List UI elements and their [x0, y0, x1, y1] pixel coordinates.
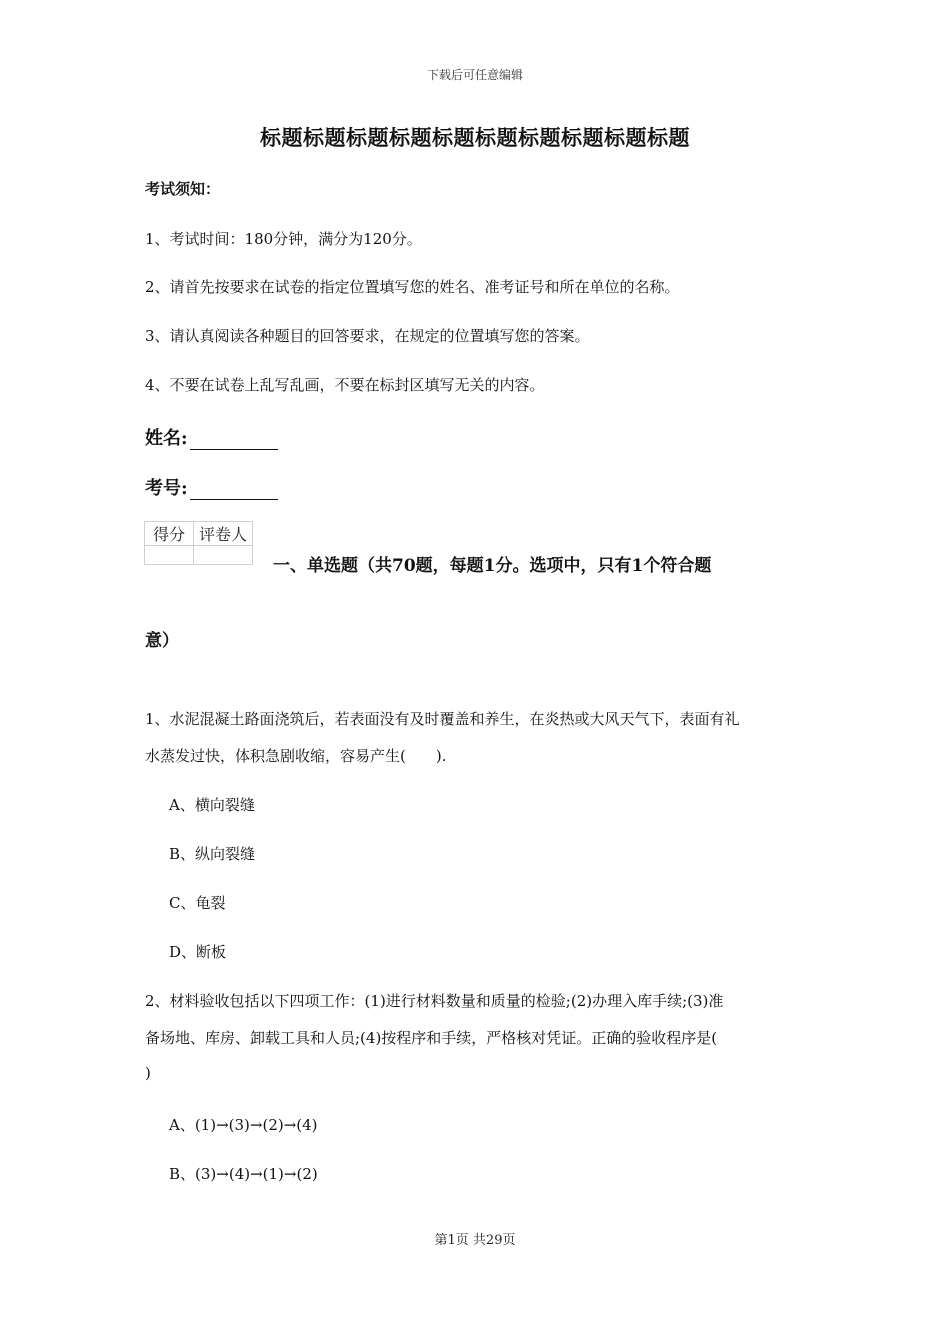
score-table [144, 521, 253, 565]
section-heading-continued: 意） [145, 631, 179, 651]
notice-item: 2、请首先按要求在试卷的指定位置填写您的姓名、准考证号和所在单位的名称。 [145, 278, 680, 296]
grader-header: 评卷人 [194, 522, 253, 546]
exam-number-blank [190, 481, 278, 500]
question-text: 1、水泥混凝土路面浇筑后，若表面没有及时覆盖和养生，在炎热或大风天气下，表面有礼 [145, 710, 740, 728]
notice-item: 1、考试时间：180分钟，满分为120分。 [145, 230, 422, 248]
question-text: 水蒸发过快，体积急剧收缩，容易产生( ). [145, 747, 447, 765]
header-note: 下载后可任意编辑 [426, 68, 523, 82]
question-text: ) [145, 1064, 151, 1082]
score-cell [145, 546, 194, 565]
exam-number-label: 考号: [145, 478, 188, 499]
answer-option: B、(3)→(4)→(1)→(2) [169, 1165, 318, 1183]
answer-option: D、断板 [169, 943, 227, 961]
question-text: 备场地、库房、卸载工具和人员;(4)按程序和手续，严格核对凭证。正确的验收程序是( [145, 1029, 718, 1047]
notice-item: 3、请认真阅读各种题目的回答要求，在规定的位置填写您的答案。 [145, 327, 590, 345]
score-header: 得分 [145, 522, 194, 546]
name-label: 姓名: [145, 428, 188, 449]
name-blank [190, 431, 278, 450]
answer-option: C、龟裂 [169, 894, 226, 912]
question-text: 2、材料验收包括以下四项工作：(1)进行材料数量和质量的检验;(2)办理入库手续;(3)准 [145, 992, 724, 1010]
notice-heading: 考试须知： [145, 180, 221, 198]
answer-option: A、(1)→(3)→(2)→(4) [169, 1116, 318, 1134]
notice-item: 4、不要在试卷上乱写乱画，不要在标封区填写无关的内容。 [145, 376, 545, 394]
answer-option: B、纵向裂缝 [169, 845, 256, 863]
section-heading: 一、单选题（共70题，每题1分。选项中，只有1个符合题 [273, 556, 712, 576]
answer-option: A、横向裂缝 [169, 796, 255, 814]
document-title: 标题标题标题标题标题标题标题标题标题标题 [260, 125, 690, 150]
page-footer: 第1页 共29页 [434, 1233, 516, 1248]
grader-cell [194, 546, 253, 565]
exam-number-field [145, 474, 278, 500]
name-field [145, 424, 278, 450]
